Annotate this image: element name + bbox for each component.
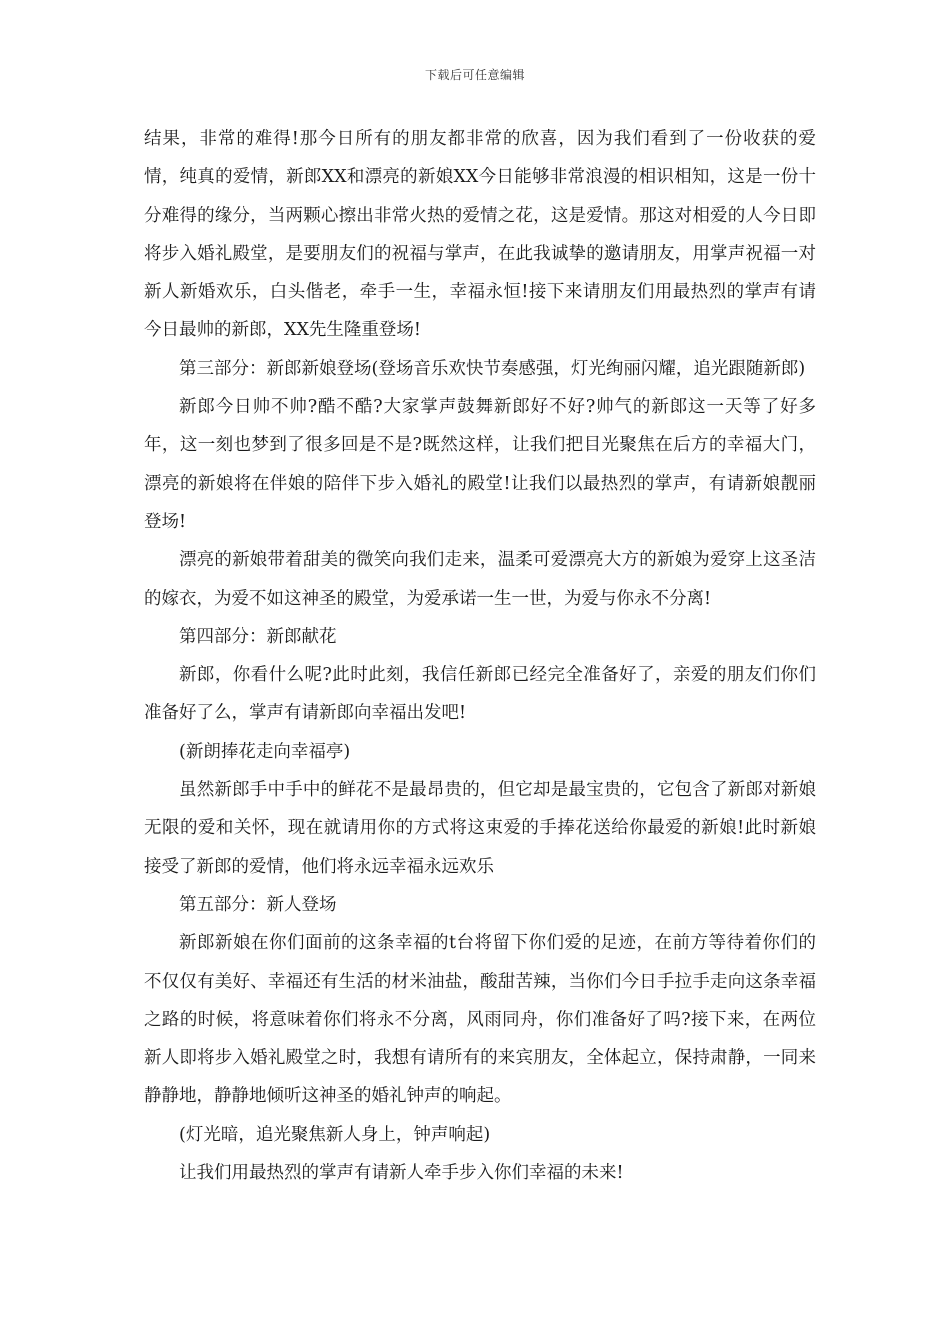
page-header: 下载后可任意编辑 <box>424 68 525 82</box>
paragraph-bride-entrance: 漂亮的新娘带着甜美的微笑向我们走来，温柔可爱漂亮大方的新娘为爱穿上这圣洁的嫁衣，为爱不如这神圣的殿堂，为爱承诺一生一世，为爱与你永不分离! <box>144 550 816 609</box>
paragraph-closing: 让我们用最热烈的掌声有请新人牵手步入你们幸福的未来! <box>179 1163 624 1184</box>
section-heading-part-four: 第四部分：新郎献花 <box>179 626 337 647</box>
document-body <box>144 120 816 1192</box>
stage-direction-lights: (灯光暗，追光聚焦新人身上，钟声响起) <box>179 1124 491 1145</box>
paragraph-couple-walk: 新郎新娘在你们面前的这条幸福的t台将留下你们爱的足迹，在前方等待着你们的不仅仅有美好、幸福还有生活的材米油盐，酸甜苦辣，当你们今日手拉手走向这条幸福之路的时候，将意味着你们将永不分离，风雨同舟，你们准备好了吗?接下来，在两位新人即将步入婚礼殿堂之时，我想有请所有的来宾朋友，全体起立，保持肃静，一同来静静地，静静地倾听这神圣的婚礼钟声的响起。 <box>144 933 816 1107</box>
stage-direction-flowers: (新朗捧花走向幸福亭) <box>179 741 351 762</box>
paragraph-intro-continuation: 结果，非常的难得!那今日所有的朋友都非常的欣喜，因为我们看到了一份收获的爱情，纯真的爱情，新郎XX和漂亮的新娘XX今日能够非常浪漫的相识相知，这是一份十分难得的缘分，当两颗心擦出非常火热的爱情之花，这是爱情。那这对相爱的人今日即将步入婚礼殿堂，是要朋友们的祝福与掌声，在此我诚挚的邀请朋友，用掌声祝福一对新人新婚欢乐，白头偕老，牵手一生，幸福永恒!接下来请朋友们用最热烈的掌声有请今日最帅的新郎，XX先生隆重登场! <box>144 129 816 341</box>
paragraph-groom-entrance: 新郎今日帅不帅?酷不酷?大家掌声鼓舞新郎好不好?帅气的新郎这一天等了好多年，这一刻也梦到了很多回是不是?既然这样，让我们把目光聚焦在后方的幸福大门，漂亮的新娘将在伴娘的陪伴下步入婚礼的殿堂!让我们以最热烈的掌声，有请新娘靓丽登场! <box>144 397 816 532</box>
paragraph-groom-ready: 新郎，你看什么呢?此时此刻，我信任新郎已经完全准备好了，亲爱的朋友们你们准备好了么，掌声有请新郎向幸福出发吧! <box>144 665 816 724</box>
section-heading-part-three: 第三部分：新郎新娘登场(登场音乐欢快节奏感强，灯光绚丽闪耀，追光跟随新郎) <box>179 358 806 379</box>
section-heading-part-five: 第五部分：新人登场 <box>179 894 337 915</box>
paragraph-flower-gift: 虽然新郎手中手中的鲜花不是最昂贵的，但它却是最宝贵的，它包含了新郎对新娘无限的爱和关怀，现在就请用你的方式将这束爱的手捧花送给你最爱的新娘!此时新娘接受了新郎的爱情，他们将永远幸福永远欢乐 <box>144 780 816 877</box>
